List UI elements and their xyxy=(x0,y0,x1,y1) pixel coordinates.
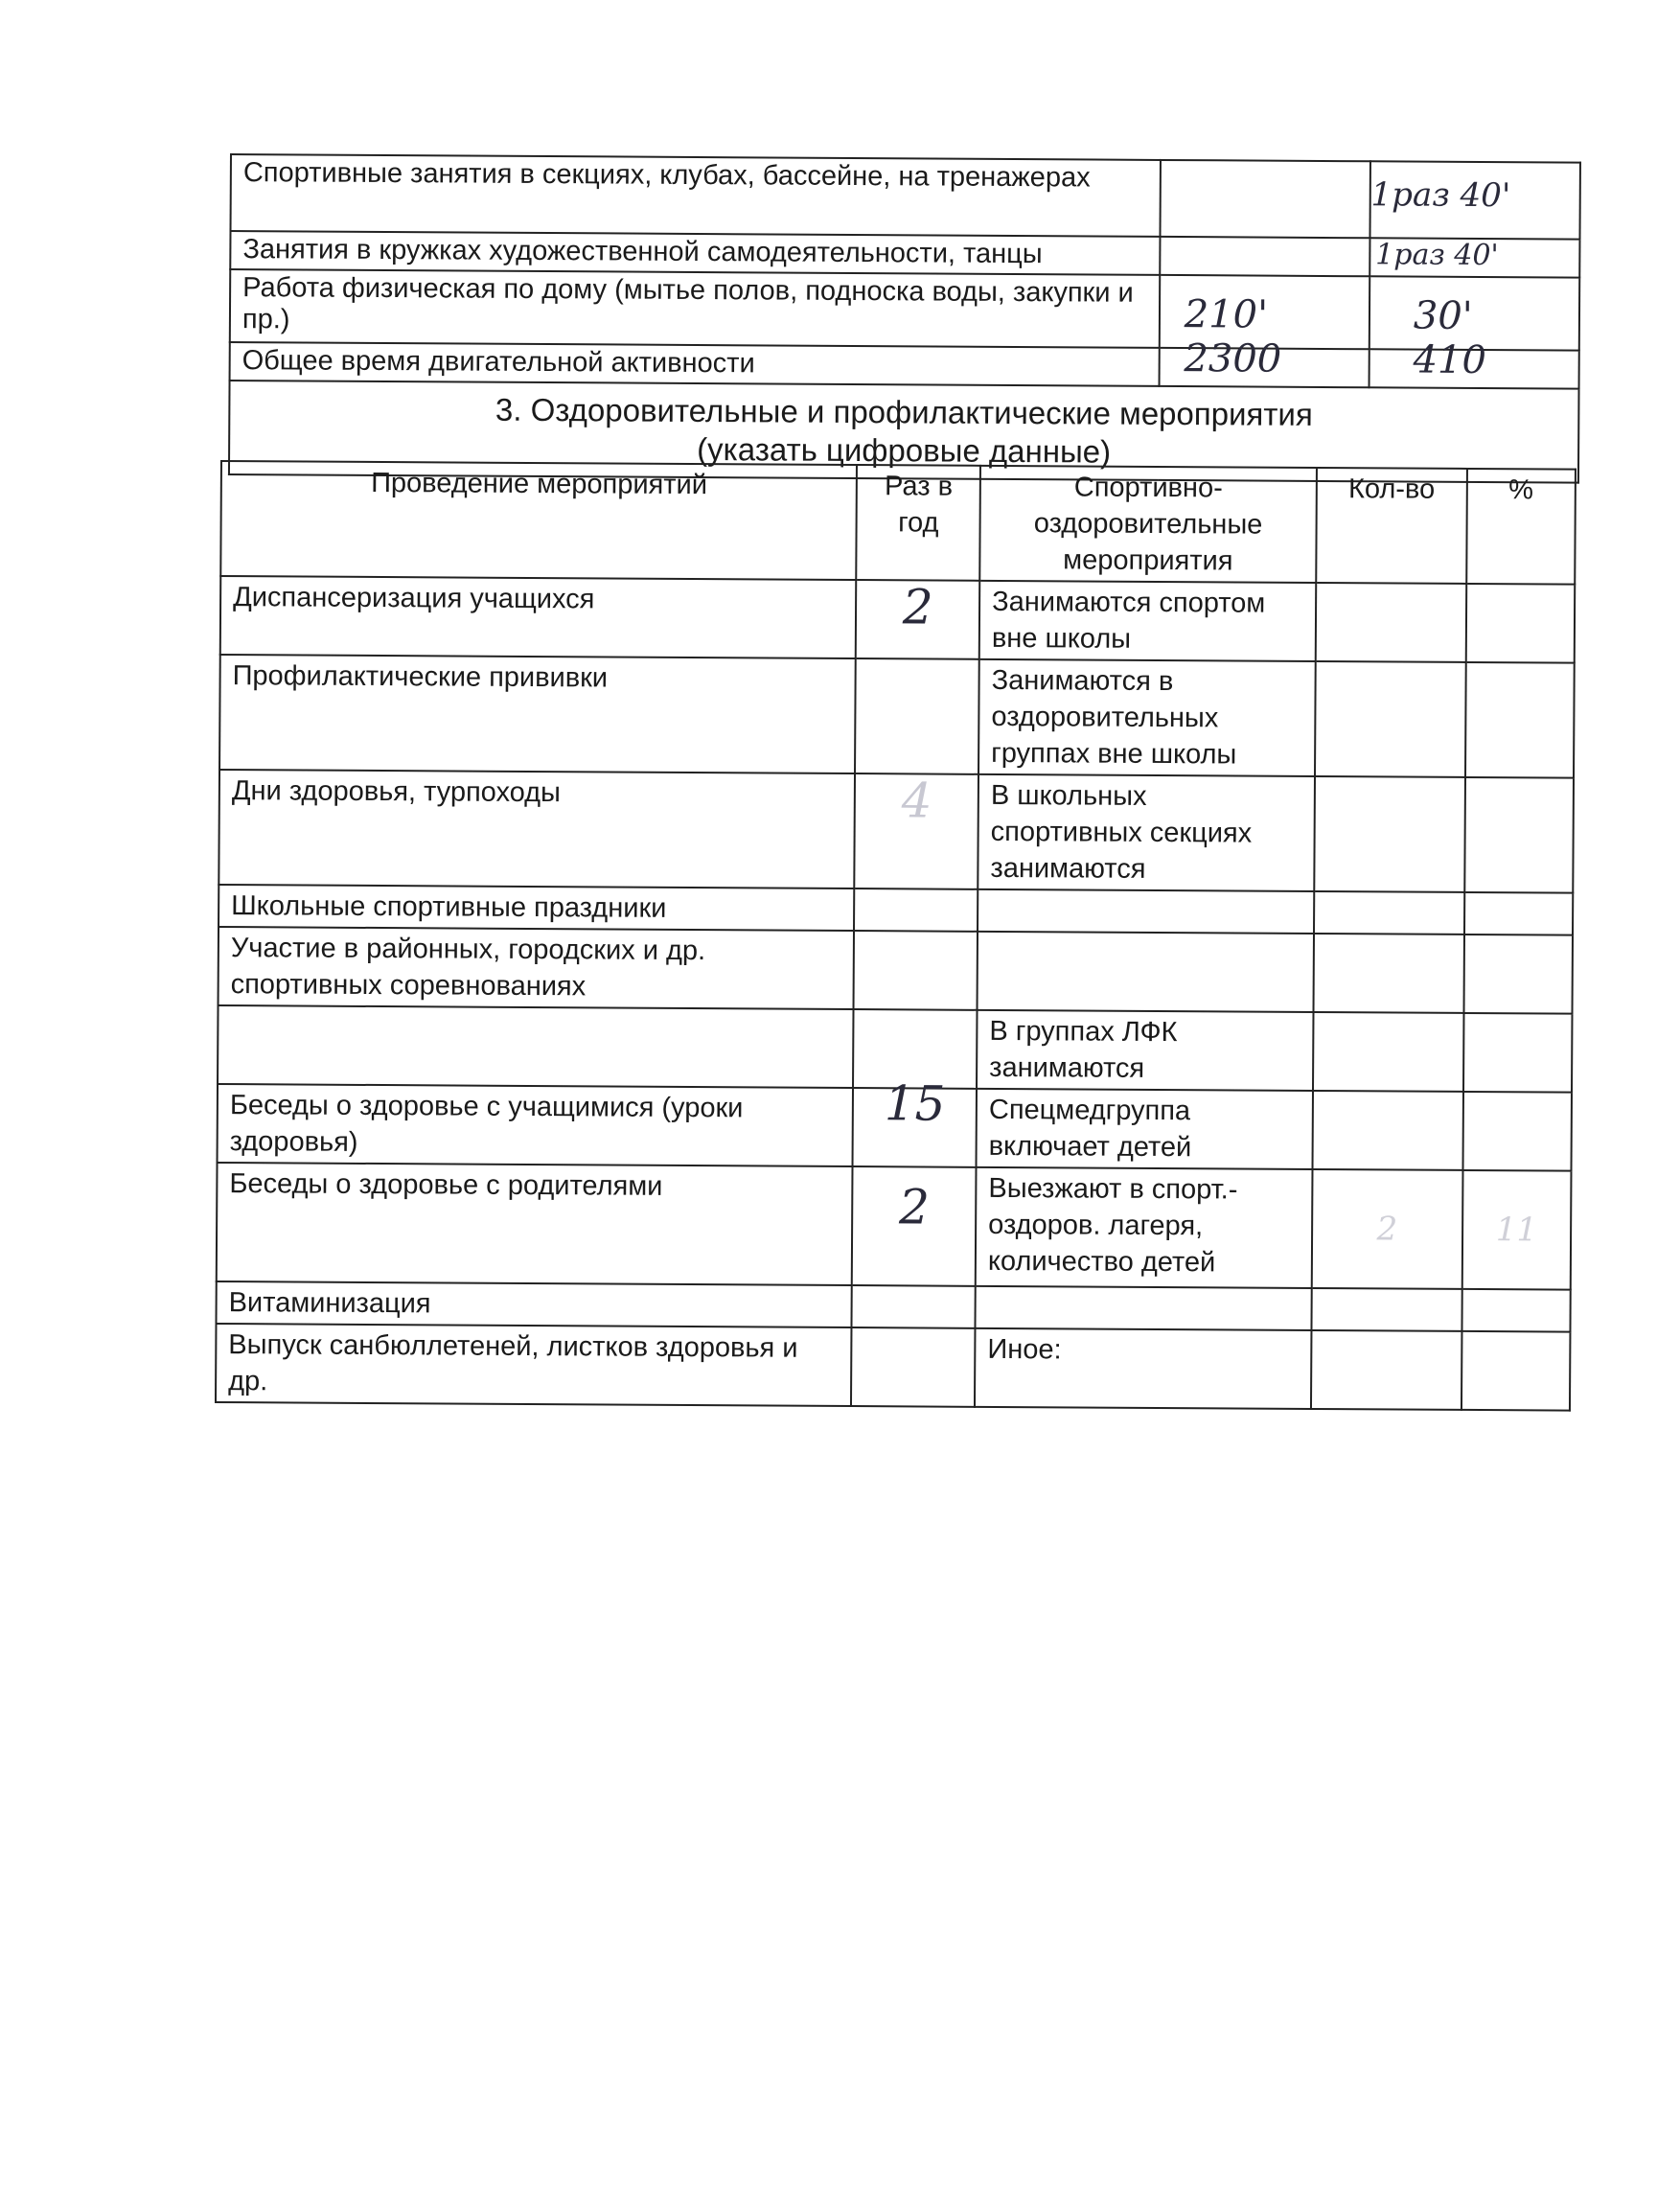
section-title: 3. Оздоровительные и профилактические мероприятия xyxy=(495,391,1313,432)
sport-cell xyxy=(976,1286,1312,1330)
measure-cell: Диспансеризация учащихся xyxy=(220,576,857,658)
header-sport-events: Спортивно-оздоровительные мероприятия xyxy=(979,466,1317,583)
times-cell xyxy=(854,888,978,932)
times-value xyxy=(867,897,966,898)
percent-cell xyxy=(1463,1013,1573,1093)
times-cell xyxy=(855,658,978,774)
activity-value-2-text: 410 xyxy=(1413,337,1487,383)
table-row xyxy=(219,927,1573,1014)
table-row xyxy=(217,1163,1572,1290)
count-cell xyxy=(1316,583,1466,662)
table-row xyxy=(219,655,1575,778)
times-cell xyxy=(854,931,978,1010)
measure-cell: Выпуск санбюллетеней, листков здоровья и др. xyxy=(216,1324,852,1406)
activity-table xyxy=(228,153,1581,484)
activity-label: Работа физическая по дому (мытье полов, подноска воды, закупки и пр.) xyxy=(230,269,1160,348)
count-value: 2 xyxy=(1376,1210,1398,1249)
activity-label: Общее время двигательной активности xyxy=(230,342,1160,386)
times-value xyxy=(866,939,965,940)
measure-cell: Витаминизация xyxy=(216,1281,852,1327)
count-cell xyxy=(1315,661,1465,777)
percent-cell xyxy=(1463,934,1573,1014)
table-row xyxy=(220,576,1575,663)
sport-cell: Занимаются спортом вне школы xyxy=(979,581,1316,661)
measure-cell: Беседы о здоровье с учащимися (уроки здоровья) xyxy=(218,1084,854,1166)
times-value: 4 xyxy=(901,773,932,829)
percent-cell xyxy=(1461,1170,1571,1290)
activity-value-2-text: 1раз 40' xyxy=(1375,238,1499,273)
activity-value-2-text: 1раз 40' xyxy=(1370,175,1511,216)
sport-cell xyxy=(978,932,1314,1012)
sport-cell: В школьных спортивных секциях занимаются xyxy=(978,774,1315,891)
percent-cell xyxy=(1461,1331,1571,1411)
activity-value-2-text: 30' xyxy=(1413,293,1473,338)
table-row xyxy=(216,1324,1570,1411)
section-subtitle: (указать цифровые данные) xyxy=(697,430,1112,470)
count-cell xyxy=(1312,1169,1462,1289)
header-percent: % xyxy=(1466,469,1576,585)
times-value xyxy=(866,1018,965,1019)
activity-value-2 xyxy=(1369,337,1578,388)
times-value xyxy=(864,1294,963,1295)
table-row xyxy=(231,154,1580,240)
table-row xyxy=(218,1084,1572,1171)
activity-value-1 xyxy=(1160,237,1369,276)
sport-cell: Иное: xyxy=(975,1328,1311,1409)
measures-table xyxy=(215,460,1576,1412)
times-cell xyxy=(853,1075,977,1167)
times-cell xyxy=(851,1327,975,1407)
times-cell xyxy=(852,1285,976,1328)
table-row xyxy=(219,770,1574,893)
activity-value-1 xyxy=(1160,160,1370,238)
activity-value-1-text: 2300 xyxy=(1184,336,1282,381)
percent-cell xyxy=(1465,584,1575,663)
activity-value-1 xyxy=(1159,336,1369,387)
measure-cell: Дни здоровья, турпоходы xyxy=(219,770,855,888)
times-cell xyxy=(855,773,978,889)
times-cell xyxy=(852,1166,976,1286)
count-cell xyxy=(1313,934,1463,1013)
activity-label: Занятия в кружках художественной самодеятельности, танцы xyxy=(230,231,1160,275)
sport-cell: В группах ЛФК занимаются xyxy=(977,1010,1313,1091)
percent-cell xyxy=(1465,662,1575,778)
times-value: 15 xyxy=(884,1075,946,1132)
activity-value-2 xyxy=(1369,238,1579,277)
header-measures: Проведение мероприятий xyxy=(220,461,857,580)
times-value xyxy=(868,667,967,668)
times-cell xyxy=(856,580,979,659)
sport-cell xyxy=(978,889,1314,934)
table-header-row xyxy=(220,461,1576,585)
percent-cell xyxy=(1464,892,1574,935)
count-cell xyxy=(1311,1330,1461,1410)
percent-cell xyxy=(1462,1092,1572,1171)
measure-cell: Школьные спортивные праздники xyxy=(219,885,855,931)
percent-cell xyxy=(1464,777,1574,893)
sport-cell: Выезжают в спорт.-оздоров. лагеря, количество детей xyxy=(976,1167,1313,1288)
activity-value-2 xyxy=(1369,161,1580,239)
table-row xyxy=(230,269,1579,351)
sport-cell: Занимаются в оздоровительных группах вне школы xyxy=(978,659,1316,776)
activity-label: Спортивные занятия в секциях, клубах, бассейне, на тренажерах xyxy=(231,154,1161,237)
times-value: 2 xyxy=(902,579,933,635)
count-cell xyxy=(1313,1012,1463,1092)
times-value xyxy=(864,1336,963,1337)
count-cell xyxy=(1312,1091,1462,1170)
count-cell xyxy=(1314,776,1464,892)
measure-cell xyxy=(218,1005,854,1088)
activity-value-1-text: 210' xyxy=(1184,292,1269,337)
percent-value: 11 xyxy=(1495,1211,1538,1250)
measure-cell: Участие в районных, городских и др. спортивных соревнованиях xyxy=(219,927,855,1009)
measure-cell: Профилактические прививки xyxy=(219,655,856,773)
measure-cell: Беседы о здоровье с родителями xyxy=(217,1163,853,1285)
header-times-per-year: Раз в год xyxy=(857,465,980,581)
times-value: 2 xyxy=(898,1179,931,1235)
percent-cell xyxy=(1461,1289,1571,1332)
header-count: Кол-во xyxy=(1316,468,1466,584)
count-cell xyxy=(1314,891,1464,934)
count-cell xyxy=(1311,1288,1461,1331)
sport-cell: Спецмедгруппа включает детей xyxy=(977,1089,1313,1169)
